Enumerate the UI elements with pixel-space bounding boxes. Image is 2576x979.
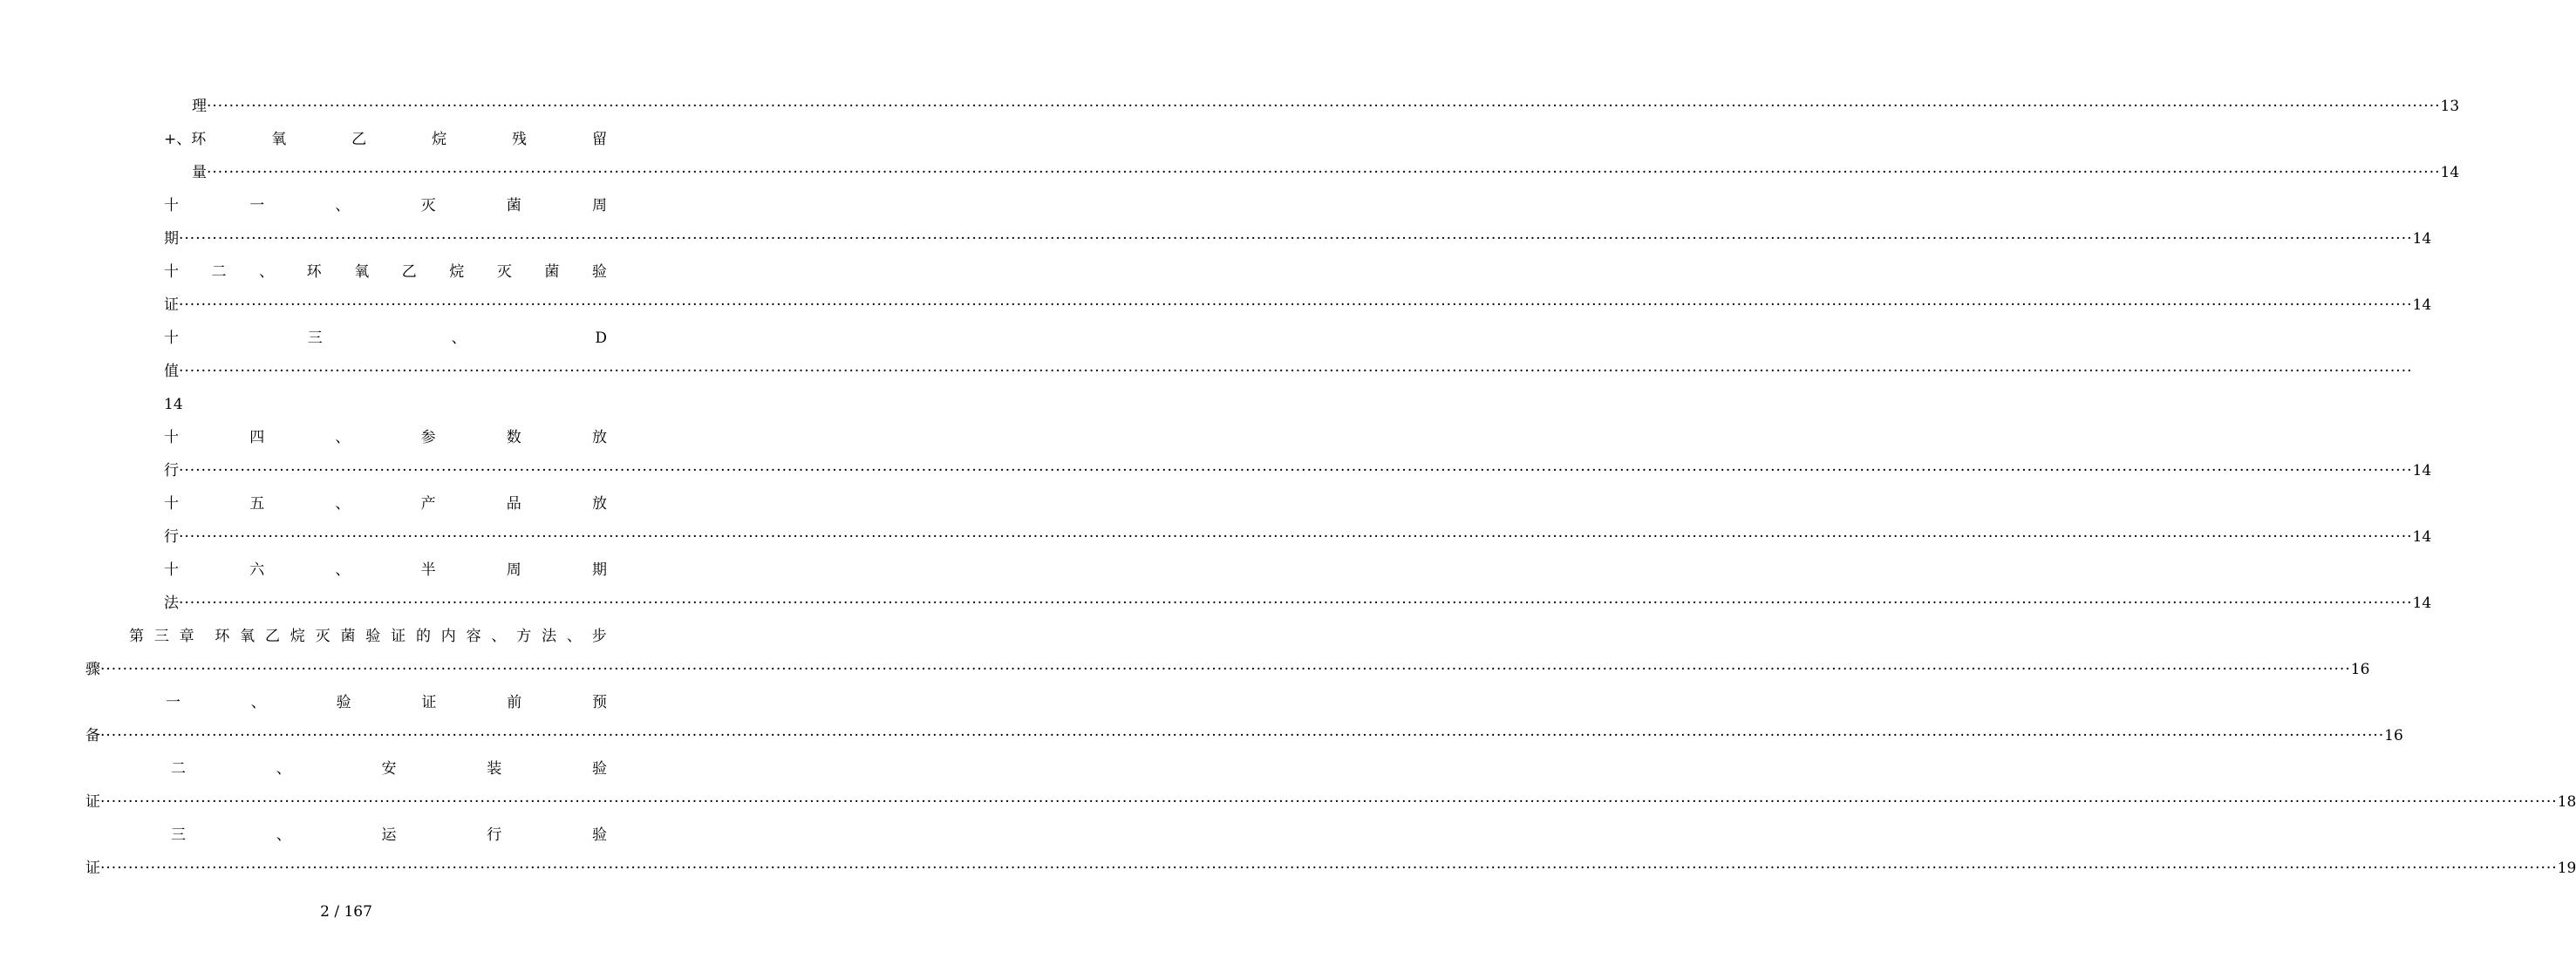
toc-char: 期 bbox=[591, 561, 607, 579]
toc-char: 章 bbox=[179, 628, 194, 645]
toc-text: 行 bbox=[164, 462, 179, 479]
toc-text: 量 bbox=[192, 164, 207, 181]
toc-chapter-3-cont bbox=[85, 659, 2370, 680]
toc-char: 三 bbox=[307, 330, 323, 347]
toc-leader-dots: ········· bbox=[100, 727, 151, 744]
toc-char: 安 bbox=[381, 760, 397, 778]
toc-char: 五 bbox=[249, 495, 265, 513]
toc-char: 方 bbox=[516, 628, 532, 645]
page-indicator: 2 / 167 bbox=[320, 903, 372, 921]
toc-section-2-cont bbox=[85, 792, 2576, 812]
toc-chapter-3 bbox=[129, 626, 607, 647]
toc-char: 一 bbox=[166, 694, 181, 711]
toc-char: 灭 bbox=[420, 197, 436, 214]
toc-char: 十 bbox=[164, 495, 179, 513]
toc-page-number: 14 bbox=[2412, 462, 2432, 479]
toc-char: 十 bbox=[164, 197, 179, 214]
toc-entry-cont-13 bbox=[164, 295, 2432, 316]
toc-char: 参 bbox=[420, 429, 436, 446]
toc-char: 残 bbox=[512, 131, 527, 148]
toc-leader-dots: ··· bbox=[100, 661, 118, 678]
toc-text: 期 bbox=[164, 230, 179, 248]
toc-page-number: 14 bbox=[2412, 528, 2432, 546]
toc-page-number: 14 bbox=[2412, 230, 2432, 248]
toc-char: 、 bbox=[276, 826, 291, 844]
toc-leader-dots: ················································································································································································································································································································································································································ bbox=[324, 793, 2558, 811]
toc-char: 半 bbox=[420, 561, 436, 579]
toc-char: 、 bbox=[335, 429, 351, 446]
toc-char: 产 bbox=[420, 495, 436, 513]
toc-char: 十 bbox=[164, 330, 179, 347]
toc-char: 乙 bbox=[351, 131, 367, 148]
toc-char: D bbox=[595, 330, 607, 347]
toc-char: 灭 bbox=[496, 263, 512, 281]
toc-section-1-cont bbox=[85, 725, 2403, 746]
toc-char: 验 bbox=[592, 826, 607, 844]
toc-char: 烷 bbox=[432, 131, 447, 148]
toc-page-number: 14 bbox=[2412, 595, 2432, 612]
toc-char: 氧 bbox=[271, 131, 287, 148]
toc-entry-cont-17 bbox=[164, 593, 2432, 614]
toc-entry-15 bbox=[164, 427, 607, 448]
toc-char: 步 bbox=[591, 628, 607, 645]
toc-leader-dots: ················································································································································································································································································································································································································ bbox=[324, 860, 2558, 877]
toc-leader-dots: ················································································································································································································································································································································································································ bbox=[179, 595, 2413, 612]
toc-char: 六 bbox=[249, 561, 265, 579]
toc-char: 容 bbox=[466, 628, 481, 645]
toc-leader-dots: ················································································································································································································································································································································································································ bbox=[179, 296, 2413, 314]
toc-section-3 bbox=[171, 825, 607, 846]
toc-char: 前 bbox=[507, 694, 522, 711]
toc-entry-cont-10 bbox=[192, 96, 2460, 117]
toc-char: 乙 bbox=[264, 628, 280, 645]
toc-entry-13 bbox=[164, 262, 607, 282]
toc-leader-dots: ················································································································································································································································································································································································································ bbox=[179, 230, 2413, 248]
toc-char: 、 bbox=[276, 760, 291, 778]
toc-char: 法 bbox=[542, 628, 557, 645]
toc-text: 法 bbox=[164, 595, 179, 612]
toc-leader-dots: ················································································································································································································································································································································································································ bbox=[150, 727, 2385, 744]
toc-char: 验 bbox=[336, 694, 351, 711]
toc-char: 环 bbox=[306, 263, 322, 281]
toc-char: 数 bbox=[506, 429, 521, 446]
toc-char: 、 bbox=[335, 495, 351, 513]
toc-entry-14 bbox=[164, 328, 607, 349]
toc-char: 、 bbox=[259, 263, 275, 281]
toc-page-number: 18 bbox=[2557, 793, 2576, 811]
toc-char: 证 bbox=[391, 628, 406, 645]
toc-char: 、 bbox=[250, 694, 266, 711]
toc-char: 三 bbox=[171, 826, 186, 844]
toc-leader-dots: ················································································································································································································································································································································································································ bbox=[207, 98, 2441, 115]
toc-leader-dots: ················································································································································································································································································································································································································ bbox=[179, 462, 2413, 479]
toc-char: 验 bbox=[365, 628, 381, 645]
toc-entry-cont-15 bbox=[164, 460, 2432, 481]
toc-text: 证 bbox=[85, 860, 100, 877]
toc-char: 十 bbox=[164, 561, 179, 579]
toc-entry-cont-12 bbox=[164, 228, 2432, 249]
toc-char: 验 bbox=[592, 760, 607, 778]
toc-char: 放 bbox=[591, 429, 607, 446]
toc-text: 骤 bbox=[85, 661, 100, 678]
toc-char: 二 bbox=[211, 263, 227, 281]
toc-text: 备 bbox=[85, 727, 100, 744]
toc-leader-dots: ················································································································································································································································································································································································································ bbox=[179, 363, 2413, 380]
toc-char: +、环 bbox=[164, 131, 207, 148]
toc-char: 环 bbox=[215, 628, 230, 645]
toc-page-number: 14 bbox=[2440, 164, 2460, 181]
toc-leader-dots: ········································ bbox=[100, 860, 324, 877]
toc-entry-cont-14 bbox=[164, 361, 2413, 382]
toc-char: 、 bbox=[491, 628, 507, 645]
toc-page-number: 14 bbox=[164, 396, 183, 413]
toc-char: 留 bbox=[591, 131, 607, 148]
toc-page-number: 19 bbox=[2557, 860, 2576, 877]
toc-char: 烷 bbox=[449, 263, 465, 281]
toc-char: 运 bbox=[381, 826, 397, 844]
toc-char: 、 bbox=[451, 330, 467, 347]
toc-char: 一 bbox=[249, 197, 265, 214]
toc-page-number: 13 bbox=[2440, 98, 2460, 115]
toc-char: 菌 bbox=[506, 197, 521, 214]
toc-text: 值 bbox=[164, 363, 179, 380]
toc-char: 烷 bbox=[290, 628, 305, 645]
toc-leader-dots: ················································································································································································································································································································································································································ bbox=[117, 661, 2351, 678]
toc-page-number: 16 bbox=[2384, 727, 2403, 744]
toc-char: 四 bbox=[249, 429, 265, 446]
toc-entry-17 bbox=[164, 560, 607, 581]
toc-char: 、 bbox=[566, 628, 582, 645]
toc-char: 氧 bbox=[354, 263, 370, 281]
toc-char: 乙 bbox=[401, 263, 417, 281]
toc-leader-dots: ················································································································································································································································································································································································································ bbox=[179, 528, 2413, 546]
toc-char: 周 bbox=[591, 197, 607, 214]
toc-char: 验 bbox=[591, 263, 607, 281]
toc-entry-12 bbox=[164, 195, 607, 216]
toc-entry-16 bbox=[164, 493, 607, 514]
toc-char: 、 bbox=[335, 197, 351, 214]
toc-page-number: 14 bbox=[2412, 296, 2432, 314]
toc-leader-dots: ················································································································································································································································································································································································································ bbox=[207, 164, 2441, 181]
toc-char: 内 bbox=[440, 628, 456, 645]
toc-char: 十 bbox=[164, 263, 179, 281]
toc-char: 灭 bbox=[315, 628, 331, 645]
toc-section-3-cont bbox=[85, 858, 2576, 879]
toc-text: 理 bbox=[192, 98, 207, 115]
toc-char: 菌 bbox=[544, 263, 560, 281]
toc-text: 证 bbox=[164, 296, 179, 314]
toc-entry-cont-11 bbox=[192, 162, 2460, 183]
toc-section-1 bbox=[166, 692, 607, 713]
toc-char: 行 bbox=[487, 826, 502, 844]
toc-char: 菌 bbox=[340, 628, 356, 645]
toc-section-2 bbox=[171, 758, 607, 779]
toc-char: 、 bbox=[335, 561, 351, 579]
toc-entry-cont-16 bbox=[164, 527, 2432, 547]
toc-char: 二 bbox=[171, 760, 186, 778]
toc-char: 预 bbox=[591, 694, 607, 711]
toc-char: 证 bbox=[421, 694, 437, 711]
toc-char: 周 bbox=[506, 561, 521, 579]
toc-char: 第 bbox=[129, 628, 144, 645]
toc-char: 的 bbox=[415, 628, 431, 645]
toc-page-number: 16 bbox=[2350, 661, 2370, 678]
toc-char: 三 bbox=[153, 628, 169, 645]
toc-entry-11 bbox=[164, 129, 607, 150]
toc-text: 证 bbox=[85, 793, 100, 811]
toc-char: 放 bbox=[591, 495, 607, 513]
toc-char: 十 bbox=[164, 429, 179, 446]
toc-char: 装 bbox=[487, 760, 502, 778]
toc-char: 氧 bbox=[240, 628, 256, 645]
toc-text: 行 bbox=[164, 528, 179, 546]
toc-leader-dots: ········································ bbox=[100, 793, 324, 811]
toc-char: 品 bbox=[506, 495, 521, 513]
